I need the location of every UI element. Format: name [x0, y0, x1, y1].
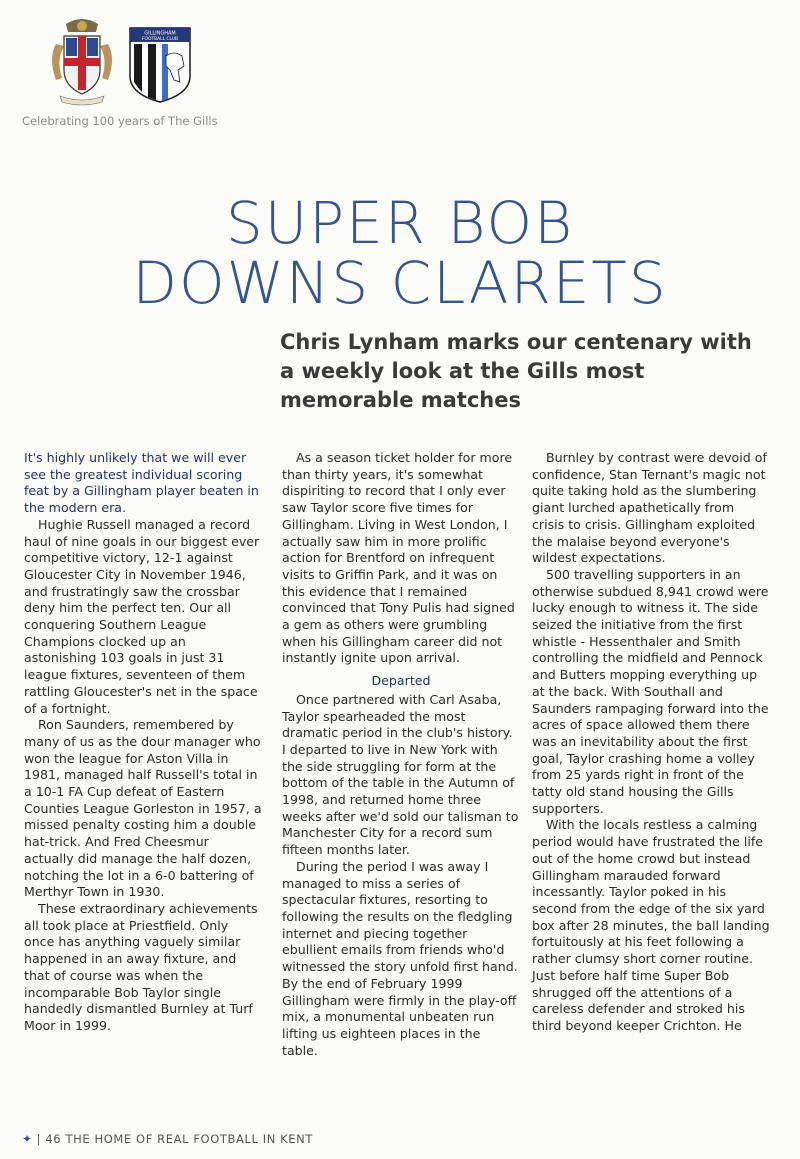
subheading: Departed [371, 673, 431, 689]
badge-text-line2: FOOTBALL CLUB [142, 37, 178, 42]
body-paragraph: Burnley by contrast were devoid of confidence, Stan Ternant's magic not quite taking hold as the slumbering giant lurched apathetically from crisis to crisis. Gillingham exploited the malaise beyond everyone's wildest expectations. [532, 450, 767, 566]
body-paragraph: Hughie Russell managed a record haul of nine goals in our biggest ever competitive victory, 12-1 against Gloucester City in November 1946, and frustratingly saw the crossbar deny him the perfect ten. Our all conquering Southern League Champions clocked up an astonishing 103 goals in just 31 league fixtures, seventeen of them rattling Gloucester's net in the space of a fortnight. [24, 516, 260, 716]
badge-text-line1: GILLINGHAM [144, 30, 176, 37]
article-column-2 [282, 450, 520, 1059]
series-kicker: Celebrating 100 years of The Gills [22, 114, 218, 128]
headline-line-2: DOWNS CLARETS [132, 249, 668, 317]
body-paragraph: Ron Saunders, remembered by many of us as the dour manager who won the league for Aston Villa in 1981, managed half Russell's total in a 10-1 FA Cup defeat of Eastern Counties League Gorleston in 1957, a missed penalty costing him a double hat-trick. And Fred Cheesmur actually did manage the half dozen, notching the lot in a 6-0 battering of Merthyr Town in 1930. [24, 717, 262, 900]
body-paragraph: With the locals restless a calming period would have frustrated the life out of the home crowd but instead Gillingham marauded forward incessantly. Taylor poked in his second from the edge of the six yard box after 28 minutes, the ball landing fortuitously at his feet following a rather clumsy short corner routine. Just before half time Super Bob shrugged off the attentions of a careless defender and stroked his third beyond keeper Crichton. He [532, 817, 770, 1033]
lead-paragraph: It's highly unlikely that we will ever see the greatest individual scoring feat by a Gillingham player beaten in the modern era. [24, 450, 259, 516]
body-paragraph: 500 travelling supporters in an otherwise subdued 8,941 crowd were lucky enough to witness it. The side seized the initiative from the first whistle - Hessenthaler and Smith controlling the midfield and Pennock and Butters mopping everything up at the back. With Southall and Saunders rampaging forward into the acres of space allowed them there was an inevitability about the first goal, Taylor crashing home a volley from 25 yards right in front of the tatty old stand housing the Gills supporters. [532, 566, 769, 816]
body-paragraph: As a season ticket holder for more than thirty years, it's somewhat dispiriting to record that I only ever saw Taylor score five times for Gillingham. Living in West London, I actually saw him in more prolific action for Brentford on infrequent visits to Griffin Park, and it was on this evidence that I remained convinced that Tony Pulis had signed a gem as others were grumbling when his Gillingham career did not instantly ignite upon arrival. [282, 450, 515, 666]
body-paragraph: During the period I was away I managed to miss a series of spectacular fixtures, resorting to following the results on the fledgling internet and piecing together ebullient emails from friends who'd witnessed the story unfold first hand. By the end of February 1999 Gillingham were firmly in the play-off mix, a monumental unbeaten run lifting us eighteen places in the table. [282, 858, 518, 1058]
article-column-1 [24, 450, 262, 1035]
article-column-3 [532, 450, 770, 1035]
page-footer: ✦ | 46 THE HOME OF REAL FOOTBALL IN KENT [22, 1132, 313, 1146]
club-badge-icon [128, 26, 192, 104]
body-paragraph: These extraordinary achievements all took place at Priestfield. Only once has anything vaguely similar happened in an away fixture, and that of course was when the incomparable Bob Taylor single handedly dismantled Burnley at Turf Moor in 1999. [24, 900, 258, 1033]
coat-of-arms-icon [46, 14, 118, 106]
publication-logo-icon: ✦ [22, 1132, 33, 1146]
headline-line-1: SUPER BOB [225, 189, 575, 257]
footer-text: THE HOME OF REAL FOOTBALL IN KENT [65, 1132, 313, 1146]
body-paragraph: Once partnered with Carl Asaba, Taylor spearheaded the most dramatic period in the club's history. I departed to live in New York with the side struggling for form at the bottom of the table in the Autumn of 1998, and returned home three weeks after we'd sold our talisman to Manchester City for a record sum fifteen months later. [282, 691, 519, 858]
page-number: 46 [45, 1132, 62, 1146]
standfirst: Chris Lynham marks our centenary with a weekly look at the Gills most memorable matches [280, 330, 752, 412]
